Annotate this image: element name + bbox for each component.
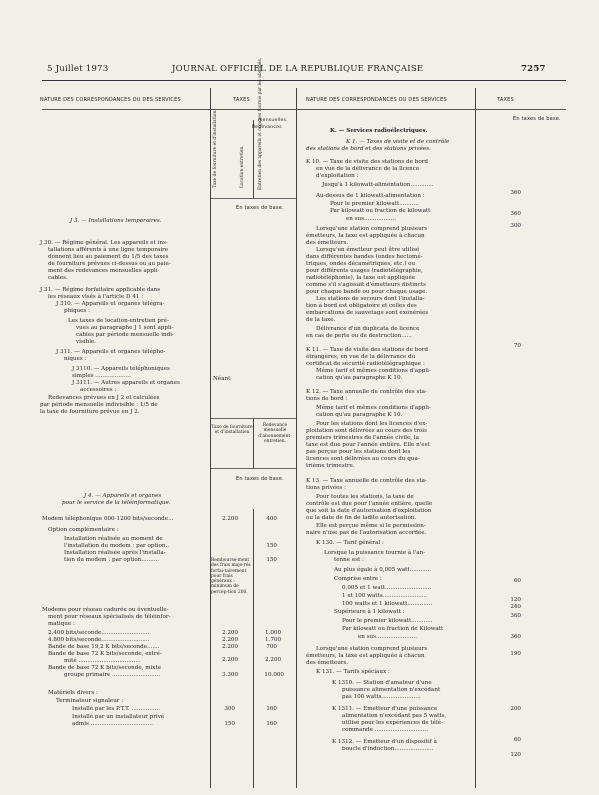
left-value-ptt_tax: 300 xyxy=(224,706,235,712)
left-line-8: les réseaux visés à l'article D 41 : xyxy=(48,294,144,300)
right-line-27: K 11. — Taxe de visite des stations de bord xyxy=(306,347,429,353)
left-line-24: J 4. — Appareils et organes xyxy=(84,493,162,499)
right-value-2: 300 xyxy=(510,223,521,229)
left-line-27: Option complémentaire : xyxy=(48,527,119,533)
right-value-7: 360 xyxy=(510,613,521,619)
left-line-25: pour le service de la téléinformatique. xyxy=(62,500,171,506)
right-line-74: K 1312. — Emetteur d'un dispositif à xyxy=(332,739,437,745)
left-line-39: mité ................................... xyxy=(64,658,141,664)
right-value-9: 190 xyxy=(510,651,521,657)
left-line-33: ment pour réseaux spécialisés de téléinfor- xyxy=(48,614,171,620)
right-line-24: de la taxe. xyxy=(306,317,336,323)
left-line-22: par période mensuelle indivisible : 1/5 de xyxy=(40,402,158,408)
right-line-35: cation qu'au paragraphe K 10. xyxy=(316,412,403,418)
en-taxes-de-base-1: En taxes de base. xyxy=(236,205,284,211)
right-line-31: cation qu'au paragraphe K 10. xyxy=(316,375,403,381)
right-line-57: 1 et 100 watts......................... xyxy=(342,593,428,599)
right-line-45: Pour toutes les stations, la taxe de xyxy=(316,494,414,500)
left-value-bb72m_red: 10.000 xyxy=(264,672,284,678)
left-line-1: J 30. — Régime général. Les appareils et ins- xyxy=(40,240,168,246)
right-line-51: K 130. — Tarif général : xyxy=(316,540,384,546)
right-line-40: pas perçue pour les stations dont les xyxy=(306,449,411,455)
nature-header-left: NATURE DES CORRESPONDANCES OU DES SERVICES xyxy=(40,97,181,103)
left-value-bb72_red: 2.200 xyxy=(264,657,281,663)
right-line-25: Délivrance d'un duplicata de licence xyxy=(316,326,420,332)
right-line-33: tions de bord : xyxy=(306,396,348,402)
subheader2-top xyxy=(211,418,296,419)
left-line-14: visible. xyxy=(76,339,97,345)
vrule-right xyxy=(475,88,476,788)
taxes-header-right: TAXES xyxy=(497,97,514,103)
left-line-37: Bande de base 19,2 K bits/seconde....... xyxy=(48,644,160,650)
left-value-v2400_tax: 2.200 xyxy=(221,630,238,636)
right-line-16: triques, ondes décamétriques, etc.) ou xyxy=(306,261,416,267)
right-line-6: Jusqu'à 1 kilowatt-alimentation............. xyxy=(322,182,434,188)
right-line-23: embarcations de sauvetage sont exonérées xyxy=(306,310,429,316)
left-line-34: matique : xyxy=(48,621,75,627)
taxes-header-left: TAXES xyxy=(233,97,250,103)
right-line-3: K 10. — Taxe de visite des stations de bord xyxy=(306,159,429,165)
rot-location: Location-entretien. xyxy=(240,145,245,188)
subheader-rule xyxy=(211,198,296,199)
right-line-54: Au plus égale à 0,005 watt............ xyxy=(334,567,432,573)
left-value-modem_tax: 2.200 xyxy=(221,516,238,522)
right-line-70: K 1311. — Emetteur d'une puissance xyxy=(332,706,438,712)
right-line-46: contrôle est due pour l'année entière, quelle xyxy=(306,501,433,507)
right-line-26: en cas de perte ou de destruction...... xyxy=(306,333,412,339)
left-line-46: admis ................................... xyxy=(72,721,153,727)
left-line-35: 2.400 bits/seconde........................... xyxy=(48,630,150,636)
right-line-9: Par kilowatt ou fraction de kilowatt xyxy=(330,208,431,214)
sub2-taxe: Taxe de fourniture et d'installation xyxy=(211,425,253,436)
right-value-10: 200 xyxy=(510,706,521,712)
sub2-redev: Redevance mensuelle d'abonnement-entretien. xyxy=(258,423,292,444)
left-value-bb72_tax: 2.200 xyxy=(221,657,238,663)
right-line-18: radiotéléphonie), la taxe est appliquée xyxy=(306,275,416,281)
left-value-bb19_red: 700 xyxy=(266,644,277,650)
left-line-38: Bande de base 72 K bits/seconde, extré- xyxy=(48,651,162,657)
right-line-67: K 1310. — Station d'amateur d'une xyxy=(332,680,432,686)
left-line-10: phiques : xyxy=(64,308,90,314)
right-line-38: premiers trimestres de l'année civile, la xyxy=(306,435,419,441)
left-line-23: la taxe de fourniture prévue en J 2. xyxy=(40,409,140,415)
left-line-7: J 31. — Régime forfaitaire applicable dans xyxy=(40,287,161,293)
left-line-29: l'installation du modem : par option.. xyxy=(64,543,170,549)
right-line-58: 100 watts et 1 kilowatt.............. xyxy=(342,601,433,607)
right-line-37: ploitation sont délivrées au cours des trois xyxy=(306,428,427,434)
left-line-5: ment des redevances mensuelles appli- xyxy=(48,268,160,274)
right-line-19: comme s'il s'agissait d'émetteurs distincts xyxy=(306,282,426,288)
right-line-59: Supérieure à 1 kilowatt : xyxy=(334,609,405,615)
right-line-11: Lorsqu'une station comprend plusieurs xyxy=(316,226,428,232)
left-line-45: Installé par un installateur privé xyxy=(72,714,165,720)
rembours-note: Rembourse-ment des frais majo-rés forfai-tairement pour frais généraux : minimum de percep-tion 200. xyxy=(211,558,251,595)
en-taxes-de-base-right: En taxes de base. xyxy=(513,116,561,122)
right-line-43: K 13. — Taxe annuelle de contrôle des sta- xyxy=(306,478,427,484)
right-line-36: Pour les stations dont les licences d'ex- xyxy=(316,421,428,427)
right-line-30: Même tarif et mêmes conditions d'appli- xyxy=(316,368,431,374)
right-line-21: Les stations de secours dont l'installa- xyxy=(316,296,425,302)
left-line-3: donnent lieu au paiement du 1/5 des taxes xyxy=(48,254,169,260)
left-value-bb19_tax: 2.200 xyxy=(221,644,238,650)
right-line-68: puissance alimentation n'excédant xyxy=(342,687,441,693)
left-value-v4800_tax: 2.200 xyxy=(221,637,238,643)
right-line-2: des stations de bord et des stations privées. xyxy=(306,146,431,152)
left-value-v2400_red: 1.000 xyxy=(264,630,281,636)
left-line-9: J 310. — Appareils et organes télégra- xyxy=(56,301,165,307)
rot-taxe-fourniture: Taxe de fourniture et d'installation. xyxy=(213,109,218,188)
right-line-75: boucle d'induction...................... xyxy=(342,746,434,752)
left-line-2: tallations afférents à une ligne temporaire xyxy=(48,247,169,253)
right-line-0: K. — Services radioélectriques. xyxy=(330,128,428,134)
right-line-12: émetteurs, la taxe est appliquée à chacun xyxy=(306,233,425,239)
right-line-53: tenne est : xyxy=(334,557,364,563)
right-line-39: taxe est due pour l'année entière. Elle n'est xyxy=(306,442,430,448)
left-line-19: J 3111. — Autres appareils et organes xyxy=(72,380,180,386)
left-line-21: Redevances prévues en J 2 et calculées xyxy=(48,395,160,401)
right-value-8: 360 xyxy=(510,634,521,640)
right-line-66: K 131. — Tarifs spéciaux : xyxy=(316,669,390,675)
right-line-42: trième trimestre. xyxy=(306,463,355,469)
right-line-60: Pour le premier kilowatt............ xyxy=(342,618,433,624)
right-line-64: émetteurs, la taxe est appliquée à chacun xyxy=(306,653,425,659)
right-line-52: Lorsque la puissance fournie à l'an- xyxy=(324,550,426,556)
right-line-72: utilisé pour les expériences de télé- xyxy=(342,720,443,726)
nature-header-right: NATURE DES CORRESPONDANCES OU DES SERVICES xyxy=(306,97,447,103)
right-line-50: naire n'use pas de l'autorisation accordée. xyxy=(306,530,427,536)
right-line-10: en sus.................. xyxy=(346,216,397,222)
left-line-4: de fourniture prévues ci-dessus ou au paie- xyxy=(48,261,171,267)
left-value-modem_red: 400 xyxy=(266,516,277,522)
left-value-ptt_red: 160 xyxy=(266,706,277,712)
left-line-43: Terminateur signaleur : xyxy=(56,698,124,704)
right-line-5: d'exploitation : xyxy=(316,173,359,179)
left-value-bb72m_tax: 3.300 xyxy=(221,672,238,678)
page-number: 7257 xyxy=(521,64,546,74)
left-line-26: Modem téléphonique 600-1200 bits/seconde... xyxy=(42,516,174,522)
right-line-65: des émetteurs. xyxy=(306,660,349,666)
right-line-41: licences sont délivrées au cours du qua- xyxy=(306,456,420,462)
right-line-63: Lorsqu'une station comprend plusieurs xyxy=(316,646,428,652)
right-line-71: alimentation n'excédant pas 5 watts, xyxy=(342,713,447,719)
left-line-20: accessoires : xyxy=(80,387,117,393)
left-line-40: Bande de base 72 K bits/seconde, mixte xyxy=(48,665,162,671)
left-line-32: Modems pour réseau cadurée ou éventuelle- xyxy=(42,607,169,613)
left-value-priv_red: 160 xyxy=(266,721,277,727)
right-line-47: que soit la date d'autorisation d'exploitation xyxy=(306,508,432,514)
right-line-55: Comprise entre : xyxy=(334,576,382,582)
left-line-11: Les taxes de location-entretien pré- xyxy=(68,318,169,324)
right-line-29: certificat de sécurité radiotélégraphique : xyxy=(306,361,425,367)
right-value-11: 60 xyxy=(513,737,521,743)
right-line-4: en vue de la délivrance de la licence xyxy=(316,166,420,172)
right-line-8: Pour le premier kilowatt........... xyxy=(330,201,419,207)
sub-redevances: Redevances xyxy=(252,125,282,130)
left-line-28: Installation réalisée au moment de xyxy=(64,536,163,542)
right-value-6: 240 xyxy=(510,604,521,610)
right-line-56: 0,005 et 1 watt.......................... xyxy=(342,585,432,591)
right-line-62: en sus....................... xyxy=(358,634,417,640)
right-value-5: 120 xyxy=(510,597,521,603)
right-line-34: Même tarif et mêmes conditions d'appli- xyxy=(316,405,431,411)
right-line-49: Elle est perçue même si le permission- xyxy=(316,523,426,529)
left-line-44: Installé par les P.T.T. ................ xyxy=(72,706,161,712)
left-line-6: cables. xyxy=(48,275,68,281)
left-line-17: J 3110. — Appareils téléphoniques xyxy=(72,366,170,372)
right-line-44: tions privées : xyxy=(306,485,347,491)
right-line-61: Par kilowatt ou fraction de Kilowatt xyxy=(342,626,444,632)
date: 5 Juillet 1973 xyxy=(47,64,109,74)
vrule-left-2 xyxy=(253,120,254,198)
right-line-7: Au-dessus de 1 kilowatt-alimentation : xyxy=(316,193,425,199)
right-line-69: pas 100 watts...................... xyxy=(342,694,421,700)
header-rule xyxy=(42,80,566,81)
vrule-center xyxy=(296,88,297,788)
en-taxes-de-base-2: En taxes de base. xyxy=(236,476,284,482)
right-line-28: étrangères, en vue de la délivrance du xyxy=(306,354,416,360)
right-line-20: pour chaque bande ou pour chaque usage. xyxy=(306,289,428,295)
left-value-v4800_red: 1.700 xyxy=(264,637,281,643)
left-line-31: tion du modem : par option.......... xyxy=(64,557,160,563)
right-line-1: K 1. — Taxes de visite et de contrôle xyxy=(346,139,450,145)
left-line-41: groupe primaire ........................... xyxy=(64,672,161,678)
right-line-32: K 12. — Taxe annuelle de contrôle des sta- xyxy=(306,389,427,395)
right-line-15: dans différentes bandes (ondes hectomé- xyxy=(306,254,423,260)
left-line-30: Installation réalisée après l'installa- xyxy=(64,550,166,556)
left-value-opt1: 150 xyxy=(266,543,277,549)
rot-entretien: Entretien des appareils et organes fournis par les abonnés. xyxy=(258,57,263,190)
right-value-0: 360 xyxy=(510,190,521,196)
right-line-48: ou la date de fin de ladite autorisation. xyxy=(306,515,417,521)
right-line-73: commande .............................. xyxy=(342,727,429,733)
left-line-13: cables par période mensuelle indi- xyxy=(76,332,174,338)
right-line-14: Lorsqu'un émetteur peut être utilisé xyxy=(316,247,420,253)
left-line-18: simples .................... xyxy=(72,373,131,379)
neant: Néant xyxy=(213,376,231,382)
left-line-15: J 311. — Appareils et organes télépho- xyxy=(56,349,166,355)
left-value-opt2: 150 xyxy=(266,557,277,563)
column-header-rule xyxy=(42,109,566,110)
journal-title: JOURNAL OFFICIEL DE LA REPUBLIQUE FRANÇAISE xyxy=(172,64,424,74)
left-line-42: Matériels divers : xyxy=(48,690,98,696)
right-line-22: tion à bord est obligatoire et celles des xyxy=(306,303,417,309)
left-line-12: vues au paragraphe J 1 sont appli- xyxy=(76,325,174,331)
right-value-4: 60 xyxy=(513,578,521,584)
sub-monthly: mensuelles. xyxy=(258,118,288,123)
right-value-12: 120 xyxy=(510,752,521,758)
left-line-36: 4.800 bits/seconde........................... xyxy=(48,637,150,643)
right-line-17: pour différents usages (radiotélégraphie, xyxy=(306,268,423,274)
vrule-left-2c xyxy=(253,509,254,788)
right-line-13: des émetteurs. xyxy=(306,240,349,246)
right-value-3: 70 xyxy=(513,343,521,349)
right-value-1: 360 xyxy=(510,211,521,217)
subheader2-bottom xyxy=(211,468,296,469)
left-value-priv_tax: 150 xyxy=(224,721,235,727)
left-line-16: niques : xyxy=(64,356,87,362)
vrule-left-1 xyxy=(210,88,211,788)
left-line-0: J 3. — Installations temporaires. xyxy=(70,218,162,224)
